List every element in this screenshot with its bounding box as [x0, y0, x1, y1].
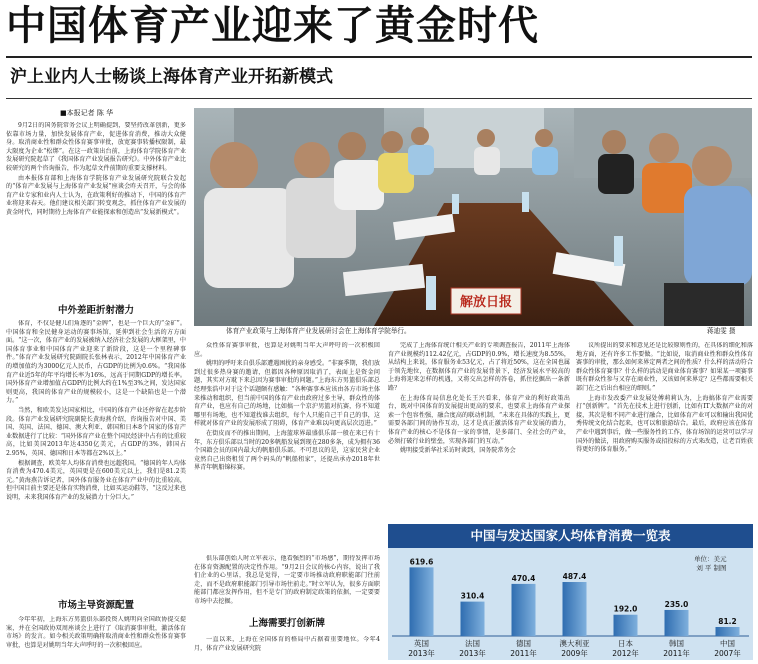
section-heading-3: 上海需要打创新牌	[248, 618, 325, 629]
chart-category-label: 澳大利亚	[559, 639, 590, 648]
chart-title: 中国与发达国家人均体育消费一览表	[388, 524, 753, 548]
paragraph: 姚明接受新华社采访时谈到，国务院常务会	[400, 447, 516, 455]
subhead-divider	[6, 98, 752, 99]
photo-credit: 蒋迪雯 摄	[707, 327, 736, 335]
page-headline: 中国体育产业迎来了黄金时代	[6, 3, 539, 49]
byline: ■本报记者 陈 华	[60, 109, 114, 117]
photo-caption: 体育产业政策与上海体育产业发展研讨会在上海体育学院举行。	[226, 327, 411, 335]
chart-plot	[388, 524, 753, 660]
article-column-2c	[194, 636, 380, 662]
paragraph: 议所提出的要求和意见还是比较原则性的，在具体的细化和落地方面，还有许多工作要做。“比如说，取消商业性和群众性体育赛事的审批，那么如何来界定两者之间的性质？什么样的活动符合群众性体育赛事？什么样的活动是商业体育赛事？如果某一项赛事既有群众性参与又存在商业性，又该如何来界定？这些都需要相关部门在之后出台相应的细则。”	[576, 342, 753, 392]
chart-bar	[512, 584, 536, 636]
chart-category-label: 法国	[465, 639, 480, 648]
chart-bar	[410, 567, 434, 636]
chart-category-label: 韩国	[669, 639, 684, 648]
chart-value-label: 192.0	[613, 604, 638, 614]
paragraph: 9月2日的国务院常务会议上明确提到，要坚持改革创新，更多依靠市场力量，加快发展体育产业，促进体育消费，推动大众健身。取消商业性和群众性体育赛事审批，放宽赛事转播权限制，最大限度为企业“松绑”。在这一政策出台前，上海体育学院体育产业发展研究院起草了《我国体育产业发展报告研究》。中外体育产业比较研究的两个咨询报告，作为起草文件前期的重要支撑材料。	[6, 122, 186, 172]
photo-nameplate-text: 解放日报	[459, 295, 513, 310]
chart-year-label: 2012年	[612, 649, 639, 658]
paragraph: 今年年初，上海东方男篮俱乐部投资人姚明向全国政协提交提案，并在全国政协双周座谈会上进行了《取消赛事审批，激活体育市场》的发言。如今相关政策明确将取消商业性和群众性体育赛事审批，也算是对姚明当年大声呼吁的一次积极回应。	[6, 616, 186, 649]
chart-bar	[461, 602, 485, 636]
section-heading-2: 市场主导资源配置	[57, 600, 134, 611]
chart-credit: 刘 平 制图	[696, 564, 727, 572]
paragraph: 体育，不仅是健儿们角逐的“金牌”，也是一个巨大的“金矿”。中国体育和全民健身运动的赛事场馆，延伸到社会生活的方方面面。“这一次，体育产业的发展被纳入经济社会发展的大框架里，中国体育事业和中国体育产业迎来了新阶段，这是一个里程碑事件。”体育产业发展研究院副院长张林表示，2012年中国体育产业的增加值约为3000亿元人民币，占GDP的比例为0.6%。“我国体育产业近5年的年平均增长率为16%，远高于同期GDP的增长率。国外体育产业增加值占GDP的比例大约在1%至3%之间，发达国家则更高，我国的体育产业的规模较小，这是一个缺陷也是一个潜力。”	[6, 320, 186, 405]
chart-value-label: 619.6	[409, 557, 434, 567]
chart-value-label: 310.4	[460, 591, 485, 601]
paragraph: 根据调查，欧美年人均体育消费也远超我国。“德国的年人均体育消费为470.4美元，英国更是在600美元以上，我们是81.2美元。”黄海燕告诉记者，国外体育服务业在体育产业中的比重较高，但中国目前主要还是体育实物消费，比如买运动鞋等，“这反过来也说明，未来我国体育产业的发展潜力十分巨大。”	[6, 459, 186, 501]
paragraph: 由本报体育部和上海体育学院体育产业发展研究院联合发起的“体育产业发展与上海体育产业发展”座谈会昨天召开，与会的体育产业专家和业内人士认为，在政策利好的推动下，中国的体育产业将迎来春天。他们建议相关部门转变观念，抓住体育产业发展的黄金时代，同时期待上海体育产业能探索和创造出“发展新模式”。	[6, 174, 186, 216]
chart-bar	[665, 610, 689, 636]
meeting-photo	[194, 108, 752, 326]
article-column-2b	[194, 555, 380, 613]
headline-divider	[6, 56, 752, 58]
article-column-1	[6, 122, 186, 302]
chart-year-label: 2011年	[663, 649, 690, 658]
chart-year-label: 2011年	[510, 649, 537, 658]
article-column-1c	[6, 616, 186, 662]
paragraph: 当然，和欧美发达国家相比，中国的体育产业还停留在起步阶段。体育产业发展研究院副院长黄海燕介绍，咨询报告对中国、美国、英国、法国、德国、澳大利亚、韩国和日本8个国家的体育产业数据进行了比较：“国外体育产业在整个国民经济中占有的比重较高，比如美国2013年达4350亿美元，占GDP的3%，韩国占2.95%，英国、德国和日本等都在2%以上。”	[6, 406, 186, 457]
paragraph: 在街皮而不的推出期间，上海篮球界最盛俱乐部一般在来已有十年，东方俱乐部以当时的20多帆船发展到现在280多条，成为拥有36个国籍会员的国内最大的帆船俱乐部。不可思议的是，这家民营企业竟然自己出资租赁了两个码头的“帆船租家”，还提出承办2018年世界青年帆船锦标赛。	[194, 429, 380, 472]
meeting-photo-illustration	[194, 108, 752, 326]
article-column-2	[194, 342, 380, 554]
paragraph: 完成了上海体育统计相关产业的专项调查报告，2011年上海体育产业规模约112.42亿元，占GDP的0.9%，增长速度为8.55%，从结构上来说，体育服务业53亿元，占了将近50%，这在全国也属于领先地位，在数据体育产业的发展背景下，经济发展水平较高的上海将迎来怎样的机遇，又将交出怎样的答卷，抓住挖掘出一条新路？	[388, 342, 570, 392]
paragraph: 上海市发改委产业发展处傅莉莉认为，上海搞体育产业需要打“创新牌”。“首先在技术上进行创新，比如有IT大数据产业的对接，其次是和不同产业进行融合，比如体育产业可以和输出我国优秀传统文化结合起来，也可以和旅游结合。最后，政府应该在体育产业中遇到事后，做一些服务性的工作，体育场馆的运营可以学习国外的做法，用政府购买服务或招投标的方式来改造，让老百姓获得更好的体育服务。”	[576, 394, 753, 454]
chart-year-label: 2007年	[714, 649, 741, 658]
chart-value-label: 487.4	[562, 572, 587, 582]
chart-year-label: 2013年	[408, 649, 435, 658]
chart-category-label: 英国	[414, 639, 429, 648]
chart-year-label: 2009年	[561, 649, 588, 658]
article-column-3	[388, 342, 570, 518]
chart-value-label: 235.0	[664, 599, 689, 609]
chart-category-label: 日本	[618, 639, 633, 648]
chart-value-label: 81.2	[718, 617, 737, 627]
paragraph: 姚明的呼吁来自俱乐部遭遇困扰的亲身感受。“非赛季期，我们放到过很多热身赛的邀请，但都因各种原因取消了，表面上是资金问题，其实对方耽下来总因为赛事审批的问题。”上海东方男篮俱乐部总经理张浩中对于这个话题颇有感触：“各种赛事本应该由各方市场主体来推动和组织，但当前中国的体育产业由政府过多主导，群众性的体育产业，也应有自己的场地，比如搞一个京沪男篮对抗赛，你不知道哪里有场地，也不知道找谁去组织，每个人只能自己干自己的事，这样就对体育产业的发展形成了阻碍，体育产业难以向更高层次迈进。”	[194, 360, 380, 428]
chart-bar	[716, 627, 740, 636]
article-column-4	[576, 342, 753, 518]
chart-bar	[614, 615, 638, 636]
paragraph: 一直以来，上海在全国体育的格局中占据着重要地位。今年4月，体育产业发展研究院	[194, 636, 380, 652]
chart-value-label: 470.4	[511, 573, 536, 583]
chart-bar	[563, 582, 587, 636]
chart-category-label: 中国	[720, 639, 735, 648]
paragraph: 众性体育赛事审批，也算是对姚明当年大声呼吁的一次积极回应。	[194, 342, 380, 358]
chart-category-label: 德国	[516, 639, 531, 648]
consumption-chart	[388, 524, 753, 660]
chart-year-label: 2013年	[459, 649, 486, 658]
chart-unit-label: 单位：美元	[694, 555, 727, 563]
section-heading-1: 中外差距折射潜力	[57, 305, 134, 316]
paragraph: 俱乐部创始人时立军表示，他看强烈的“市场感”，期待发挥市场在体育资源配置的决定性作用。“9月2日会议的核心内容，说出了我们企业的心里话，我总是觉得，一定要市场推动政府职能部门往前走，而不是政府职能部门引导市场往前走。”时立军认为，很多方面职能部门都应发挥作用，但不是专门的政府制定政策的依据，一定要要市场中去挖掘。	[194, 555, 380, 605]
paragraph: 在上海体育局信息化处长王兴看来，体育产业的利好政策出台，既对中国体育的发展提出更高的要求，也要求上海体育产业探索一个包容性强，融合度高的联动机制，“未来在具体的实践上，更需要各部门间的协作互动，这才是真正激活体育产业发展的潜力，体育产业的核心不是体育一家的事情，是多部门、全社会的产业，必须打破行业的壁垒，实现各部门的互动。”	[388, 394, 570, 445]
page-subheadline: 沪上业内人士畅谈上海体育产业开拓新模式	[10, 67, 333, 87]
article-column-1b	[6, 320, 186, 598]
